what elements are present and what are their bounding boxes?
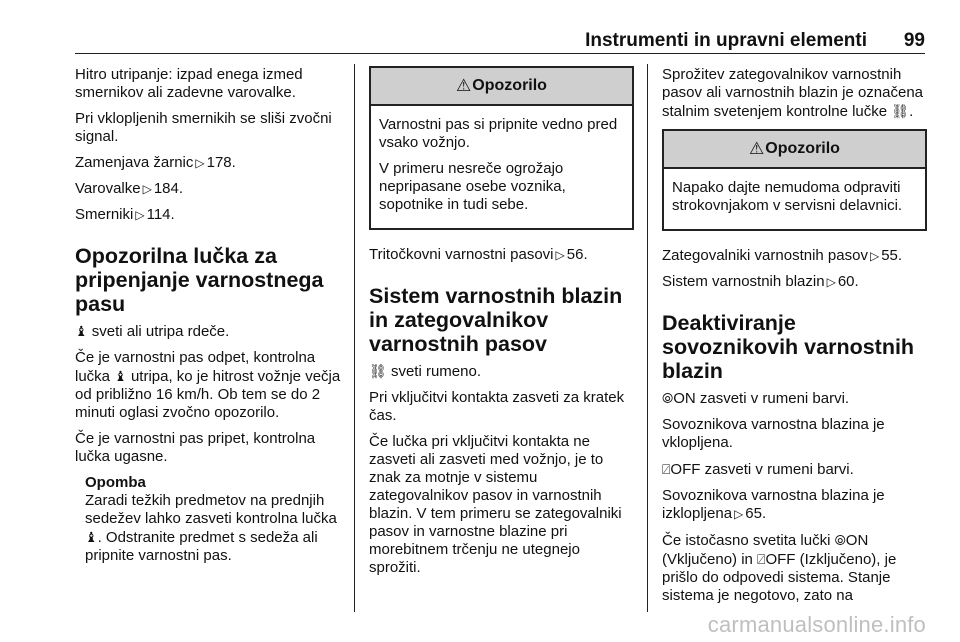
- reference-pretensioners: Zategovalniki varnostnih pasov ▷ 55.: [662, 247, 903, 264]
- paragraph: Če je varnostni pas odpet, kontrolna lučka ♝ utripa, ko je hitrost vožnje večja od približno 16 km/h. Ob tem se do 2 minuti oglasi zvočno opozorilo.: [75, 349, 341, 421]
- paragraph: Hitro utripanje: izpad enega izmed smernikov ali zadevne varovalke.: [75, 66, 303, 101]
- airbag-off-icon: ⍁: [662, 461, 671, 477]
- paragraph: Če istočasno svetita lučki ⦾ON (Vključeno) in ⍁OFF (Izključeno), je prišlo do odpovedi sistema. Stanje sistema je negotovo, zato na: [662, 532, 897, 604]
- airbag-off-icon: ⍁: [757, 551, 766, 567]
- reference-seatbelts: Tritočkovni varnostni pasovi ▷ 56.: [369, 246, 588, 263]
- column-1: [75, 66, 343, 565]
- arrow-icon: ▷: [142, 182, 152, 196]
- section-heading: Sistem varnostnih blazin in zategovalnikov varnostnih pasov: [369, 284, 623, 356]
- paragraph: Pri vključitvi kontakta zasveti za kratek čas.: [369, 389, 625, 424]
- airbag-warning-icon: ⛓: [369, 363, 387, 379]
- paragraph: ⦾ON zasveti v rumeni barvi.: [662, 390, 850, 407]
- reference-indicators: Smerniki ▷ 114.: [75, 206, 175, 223]
- paragraph: Sovoznikova varnostna blazina je vklopljena.: [662, 416, 885, 451]
- warning-box: [662, 129, 927, 231]
- column-2: [369, 66, 634, 585]
- arrow-icon: ▷: [195, 156, 205, 170]
- arrow-icon: ▷: [826, 275, 836, 289]
- paragraph: Če lučka pri vključitvi kontakta ne zasveti ali zasveti med vožnjo, je to znak za motnje v sistemu zategovalnikov pasov in varnostnih blazin. V tem primeru se zategovalniki pasov in varnostne blazine pri morebitnem trčenju ne utegnejo sprožiti.: [369, 433, 622, 576]
- page-ref-link[interactable]: 114.: [146, 206, 175, 223]
- paragraph: Če je varnostni pas pripet, kontrolna lučka ugasne.: [75, 430, 316, 465]
- reference-bulbs: Zamenjava žarnic ▷ 178.: [75, 154, 236, 171]
- warning-box: [369, 66, 634, 230]
- page-ref-link[interactable]: 65.: [745, 505, 767, 522]
- seatbelt-icon: ♝: [85, 529, 98, 545]
- header-rule: [75, 53, 925, 54]
- paragraph: Sprožitev zategovalnikov varnostnih pasov ali varnostnih blazin je označena stalnim svetenjem kontrolne lučke ⛓.: [662, 66, 923, 120]
- reference-airbag-off: Sovoznikova varnostna blazina je izklopljena ▷ 65.: [662, 487, 885, 522]
- reference-fuses: Varovalke ▷ 184.: [75, 180, 184, 197]
- page-number: 99: [903, 30, 925, 51]
- warning-body: Napako dajte nemudoma odpraviti strokovnjakom v servisni delavnici.: [672, 179, 903, 214]
- arrow-icon: ▷: [734, 507, 744, 521]
- section-heading: Deaktiviranje sovoznikovih varnostnih blazin: [662, 311, 915, 383]
- warning-header: ⚠ Opozorilo: [371, 68, 632, 106]
- page-ref-link[interactable]: 184.: [153, 180, 184, 197]
- column-divider-2: [647, 64, 648, 612]
- note-text: Zaradi težkih predmetov na prednjih sedežev lahko zasveti kontrolna lučka ♝. Odstranite predmet s sedeža ali pripnite varnostni pas.: [85, 492, 337, 564]
- page-ref-link[interactable]: 56.: [566, 246, 588, 263]
- column-3: [662, 66, 927, 613]
- seatbelt-icon: ♝: [75, 323, 88, 339]
- note-title: Opomba: [85, 474, 146, 491]
- warning-icon: ⚠: [749, 139, 765, 158]
- airbag-warning-icon: ⛓: [891, 103, 910, 119]
- warning-header: ⚠ Opozorilo: [664, 131, 925, 169]
- warning-body: Varnostni pas si pripnite vedno pred vsako vožnjo. V primeru nesreče ogrožajo nepripasane osebe voznika, sopotnike in tudi sebe.: [379, 116, 618, 213]
- arrow-icon: ▷: [135, 208, 145, 222]
- arrow-icon: ▷: [555, 248, 565, 262]
- page-ref-link[interactable]: 55.: [881, 247, 903, 264]
- note-block: [75, 474, 343, 565]
- airbag-on-icon: ⦾: [834, 532, 846, 548]
- page-header: [75, 30, 925, 52]
- warning-icon: ⚠: [456, 76, 472, 95]
- paragraph: ⛓ sveti rumeno.: [369, 363, 481, 380]
- header-title: Instrumenti in upravni elementi: [585, 30, 867, 51]
- seatbelt-icon: ♝: [114, 368, 127, 384]
- section-heading: Opozorilna lučka za pripenjanje varnostnega pasu: [75, 244, 324, 316]
- watermark: carmanualsonline.info: [707, 612, 926, 637]
- page-ref-link[interactable]: 60.: [837, 273, 859, 290]
- airbag-on-icon: ⦾: [662, 390, 674, 406]
- reference-airbags: Sistem varnostnih blazin ▷ 60.: [662, 273, 859, 290]
- column-divider-1: [354, 64, 355, 612]
- arrow-icon: ▷: [869, 249, 880, 263]
- paragraph: ♝ sveti ali utripa rdeče.: [75, 323, 230, 340]
- paragraph: ⍁OFF zasveti v rumeni barvi.: [662, 461, 854, 478]
- paragraph: Pri vklopljenih smernikih se sliši zvočni signal.: [75, 110, 332, 145]
- page-ref-link[interactable]: 178.: [206, 154, 236, 171]
